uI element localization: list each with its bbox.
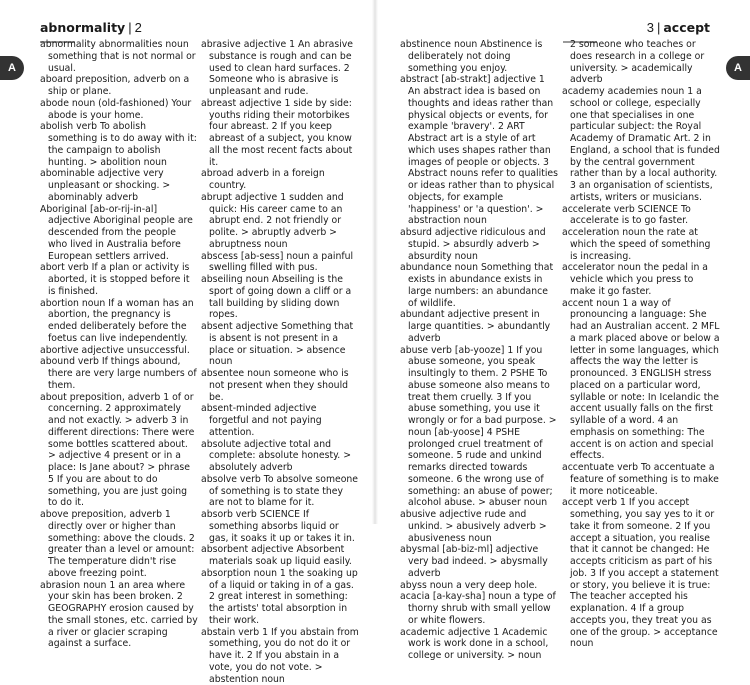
dictionary-entry: abroad adverb in a foreign country.	[201, 168, 359, 192]
dictionary-entry: abort verb If a plan or activity is aborted, it is stopped before it is finished.	[40, 262, 198, 297]
right-column-1	[400, 39, 558, 662]
dictionary-entry: abuse verb [ab-yooze] 1 If you abuse someone, you speak insultingly to them. 2 PSHE To abuse someone also means to treat them cruelly. 3 If you abuse something, you use it wrongly or for a bad purpose. > noun [ab-yoose] 4 PSHE prolonged cruel treatment of someone. 5 rude and unkind remarks directed towards someone. 6 the wrong use of something: an abuse of power; alcohol abuse. > abuser noun	[400, 345, 558, 510]
letter-tab: A	[0, 56, 24, 80]
left-column-2	[201, 39, 359, 685]
letter-tab: A	[726, 56, 750, 80]
dictionary-entry: abound verb If things abound, there are very large numbers of them.	[40, 356, 198, 391]
dictionary-entry: abundant adjective present in large quantities. > abundantly adverb	[400, 309, 558, 344]
right-column-2	[562, 39, 720, 650]
dictionary-entry: abreast adjective 1 side by side: youths riding their motorbikes four abreast. 2 If you keep abreast of a subject, you know all the most recent facts about it.	[201, 98, 359, 169]
dictionary-entry: absolute adjective total and complete: absolute honesty. > absolutely adverb	[201, 439, 359, 474]
dictionary-entry: acacia [a-kay-sha] noun a type of thorny shrub with small yellow or white flowers.	[400, 591, 558, 626]
dictionary-entry: abrasive adjective 1 An abrasive substance is rough and can be used to clean hard surfaces. 2 Someone who is abrasive is unpleasant and rude.	[201, 39, 359, 98]
dictionary-entry: absent adjective Something that is absent is not present in a place or situation. > absence noun	[201, 321, 359, 368]
dictionary-entry: abyss noun a very deep hole.	[400, 580, 558, 592]
dictionary-entry: abrasion noun 1 an area where your skin has been broken. 2 GEOGRAPHY erosion caused by the small stones, etc. carried by a river or glacier scraping against a surface.	[40, 580, 198, 651]
dictionary-entry: accent noun 1 a way of pronouncing a language: She had an Australian accent. 2 MFL a mark placed above or below a letter in some languages, which affects the way the letter is pronounced. 3 ENGLISH stress placed on a particular word, syllable or note: In Icelandic the accent usually falls on the first syllable of a word. 4 an emphasis on something: The accent is on action and special effects.	[562, 298, 720, 463]
dictionary-entry: abstain verb 1 If you abstain from something, you do not do it or have it. 2 If you abstain in a vote, you do not vote. > abstention noun	[201, 627, 359, 685]
dictionary-entry-continuation: 2 someone who teaches or does research in a college or university. > academically adverb	[562, 39, 720, 86]
dictionary-entry: abortion noun If a woman has an abortion, the pregnancy is ended deliberately before the foetus can live independently.	[40, 298, 198, 345]
dictionary-entry: accelerator noun the pedal in a vehicle which you press to make it go faster.	[562, 262, 720, 297]
dictionary-entry: absent-minded adjective forgetful and not paying attention.	[201, 403, 359, 438]
dictionary-entry: abstinence noun Abstinence is deliberately not doing something you enjoy.	[400, 39, 558, 74]
dictionary-entry: abusive adjective rude and unkind. > abusively adverb > abusiveness noun	[400, 509, 558, 544]
dictionary-entry: absorb verb SCIENCE If something absorbs liquid or gas, it soaks it up or takes it in.	[201, 509, 359, 544]
dictionary-entry: absorption noun 1 the soaking up of a liquid or taking in of a gas. 2 great interest in something: the artists' total absorption in their work.	[201, 568, 359, 627]
dictionary-entry: absolve verb To absolve someone of something is to state they are not to blame for it.	[201, 474, 359, 509]
running-head-headword: accept	[663, 20, 710, 35]
right-page	[375, 0, 750, 524]
dictionary-entry: absurd adjective ridiculous and stupid. > absurdly adverb > absurdity noun	[400, 227, 558, 262]
dictionary-entry: Aboriginal [ab-or-rij-in-al] adjective Aboriginal people are descended from the people who lived in Australia before European settlers arrived.	[40, 204, 198, 263]
left-column-1	[40, 39, 198, 650]
dictionary-entry: academy academies noun 1 a school or college, especially one that specialises in one particular subject: the Royal Academy of Dramatic Art. 2 in England, a school that is funded by the central government rather than by a local authority. 3 an organisation of scientists, artists, writers or musicians.	[562, 86, 720, 204]
dictionary-entry: accept verb 1 If you accept something, you say yes to it or take it from someone. 2 If you accept a situation, you realise that it cannot be changed: He accepts criticism as part of his job. 3 If you accept a statement or story, you believe it is true: The teacher accepted his explanation. 4 If a group accepts you, they treat you as one of the group. > acceptance noun	[562, 497, 720, 650]
dictionary-entry: academic adjective 1 Academic work is work done in a school, college or university. > noun	[400, 627, 558, 662]
dictionary-entry: abnormality abnormalities noun something that is not normal or usual.	[40, 39, 198, 74]
page-number: 3	[647, 20, 654, 35]
dictionary-entry: abscess [ab-sess] noun a painful swelling filled with pus.	[201, 251, 359, 275]
dictionary-entry: acceleration noun the rate at which the speed of something is increasing.	[562, 227, 720, 262]
running-head-headword: abnormality	[40, 20, 125, 35]
dictionary-entry: absorbent adjective Absorbent materials soak up liquid easily.	[201, 544, 359, 568]
dictionary-entry: abundance noun Something that exists in abundance exists in large numbers: an abundance of wildlife.	[400, 262, 558, 309]
dictionary-entry: abominable adjective very unpleasant or shocking. > abominably adverb	[40, 168, 198, 203]
dictionary-entry: aboard preposition, adverb on a ship or plane.	[40, 74, 198, 98]
running-head-separator: |	[657, 20, 660, 35]
dictionary-entry: abolish verb To abolish something is to do away with it: the campaign to abolish hunting. > abolition noun	[40, 121, 198, 168]
dictionary-entry: accentuate verb To accentuate a feature of something is to make it more noticeable.	[562, 462, 720, 497]
right-running-head	[647, 20, 710, 35]
running-head-separator: |	[128, 20, 131, 35]
dictionary-entry: about preposition, adverb 1 of or concerning. 2 approximately and not exactly. > adverb 3 in different directions: There were some bottles scattered about. > adjective 4 present or in a place: Is Jane about? > phrase 5 If you are about to do something, you are just going to do it.	[40, 392, 198, 510]
dictionary-entry: above preposition, adverb 1 directly over or higher than something: above the clouds. 2 greater than a level or amount: The temperature didn't rise above freezing point.	[40, 509, 198, 580]
dictionary-entry: abrupt adjective 1 sudden and quick: His career came to an abrupt end. 2 not friendly or polite. > abruptly adverb > abruptness noun	[201, 192, 359, 251]
left-running-head	[40, 20, 142, 35]
left-page	[0, 0, 375, 524]
dictionary-entry: absentee noun someone who is not present when they should be.	[201, 368, 359, 403]
dictionary-entry: accelerate verb SCIENCE To accelerate is to go faster.	[562, 204, 720, 228]
dictionary-entry: abortive adjective unsuccessful.	[40, 345, 198, 357]
dictionary-entry: abysmal [ab-biz-ml] adjective very bad indeed. > abysmally adverb	[400, 544, 558, 579]
page-number: 2	[135, 20, 142, 35]
dictionary-entry: abstract [ab-strakt] adjective 1 An abstract idea is based on thoughts and ideas rather than physical objects or events, for example 'bravery'. 2 ART Abstract art is a style of art which uses shapes rather than images of people or objects. 3 Abstract nouns refer to qualities or ideas rather than to physical objects, for example 'happiness' or 'a question'. > abstraction noun	[400, 74, 558, 227]
dictionary-entry: abseiling noun Abseiling is the sport of going down a cliff or a tall building by sliding down ropes.	[201, 274, 359, 321]
dictionary-entry: abode noun (old-fashioned) Your abode is your home.	[40, 98, 198, 122]
